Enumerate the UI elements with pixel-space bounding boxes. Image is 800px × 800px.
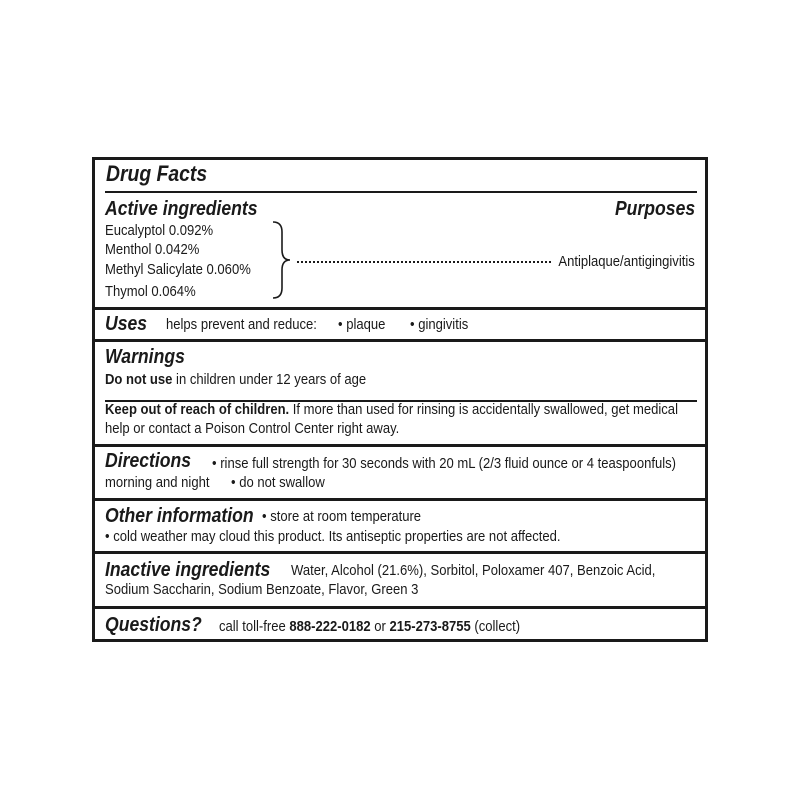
- ingredient: Methyl Salicylate 0.060%: [105, 261, 251, 278]
- ingredient: Menthol 0.042%: [105, 241, 200, 258]
- warnings-heading: Warnings: [105, 346, 185, 368]
- other-information-heading: Other information: [105, 505, 254, 527]
- do-not-use-label: Do not use: [105, 371, 173, 388]
- section-divider: [92, 307, 708, 310]
- questions-text: [219, 618, 520, 636]
- drug-facts-title: Drug Facts: [106, 161, 208, 186]
- other-info-line: • store at room temperature: [262, 508, 422, 525]
- questions-or: or: [370, 618, 390, 635]
- phone-number: 215-273-8755: [389, 618, 471, 635]
- leader-dots: [297, 261, 551, 263]
- ingredient: Thymol 0.064%: [105, 283, 196, 300]
- inactive-ingredients-line: Water, Alcohol (21.6%), Sorbitol, Poloxamer 407, Benzoic Acid,: [291, 562, 656, 579]
- directions-line: • rinse full strength for 30 seconds with 20 mL (2/3 fluid ounce or 4 teaspoonfuls): [212, 455, 676, 472]
- directions-heading: Directions: [105, 450, 192, 472]
- inactive-ingredients-line: Sodium Saccharin, Sodium Benzoate, Flavor, Green 3: [105, 581, 419, 598]
- section-divider: [92, 551, 708, 554]
- do-not-use-text: in children under 12 years of age: [172, 371, 367, 388]
- section-divider: [92, 498, 708, 501]
- title-divider: [105, 191, 697, 193]
- questions-suffix: (collect): [470, 618, 521, 635]
- directions-line: • do not swallow: [231, 474, 325, 491]
- questions-heading: Questions?: [105, 614, 202, 636]
- questions-prefix: call toll-free: [219, 618, 290, 635]
- purposes-heading: Purposes: [614, 198, 695, 220]
- section-divider: [92, 606, 708, 609]
- keep-out-text: If more than used for rinsing is accidentally swallowed, get medical: [289, 401, 678, 418]
- phone-number: 888-222-0182: [289, 618, 371, 635]
- keep-out-text-2: help or contact a Poison Control Center right away.: [105, 420, 400, 437]
- use-item: • gingivitis: [410, 316, 469, 333]
- do-not-use-warning: [105, 371, 366, 389]
- brace-icon: [270, 220, 294, 300]
- use-item: • plaque: [338, 316, 386, 333]
- other-info-line: • cold weather may cloud this product. Its antiseptic properties are not affected.: [105, 528, 561, 545]
- inactive-ingredients-heading: Inactive ingredients: [105, 559, 271, 581]
- ingredient: Eucalyptol 0.092%: [105, 222, 214, 239]
- uses-heading: Uses: [105, 313, 148, 335]
- keep-out-label: Keep out of reach of children.: [105, 401, 290, 418]
- section-divider: [92, 339, 708, 342]
- directions-line: morning and night: [105, 474, 210, 491]
- purpose-text: Antiplaque/antigingivitis: [558, 253, 695, 270]
- section-divider: [92, 444, 708, 447]
- keep-out-warning: [105, 401, 678, 419]
- uses-intro: helps prevent and reduce:: [166, 316, 317, 333]
- active-ingredients-heading: Active ingredients: [105, 198, 258, 220]
